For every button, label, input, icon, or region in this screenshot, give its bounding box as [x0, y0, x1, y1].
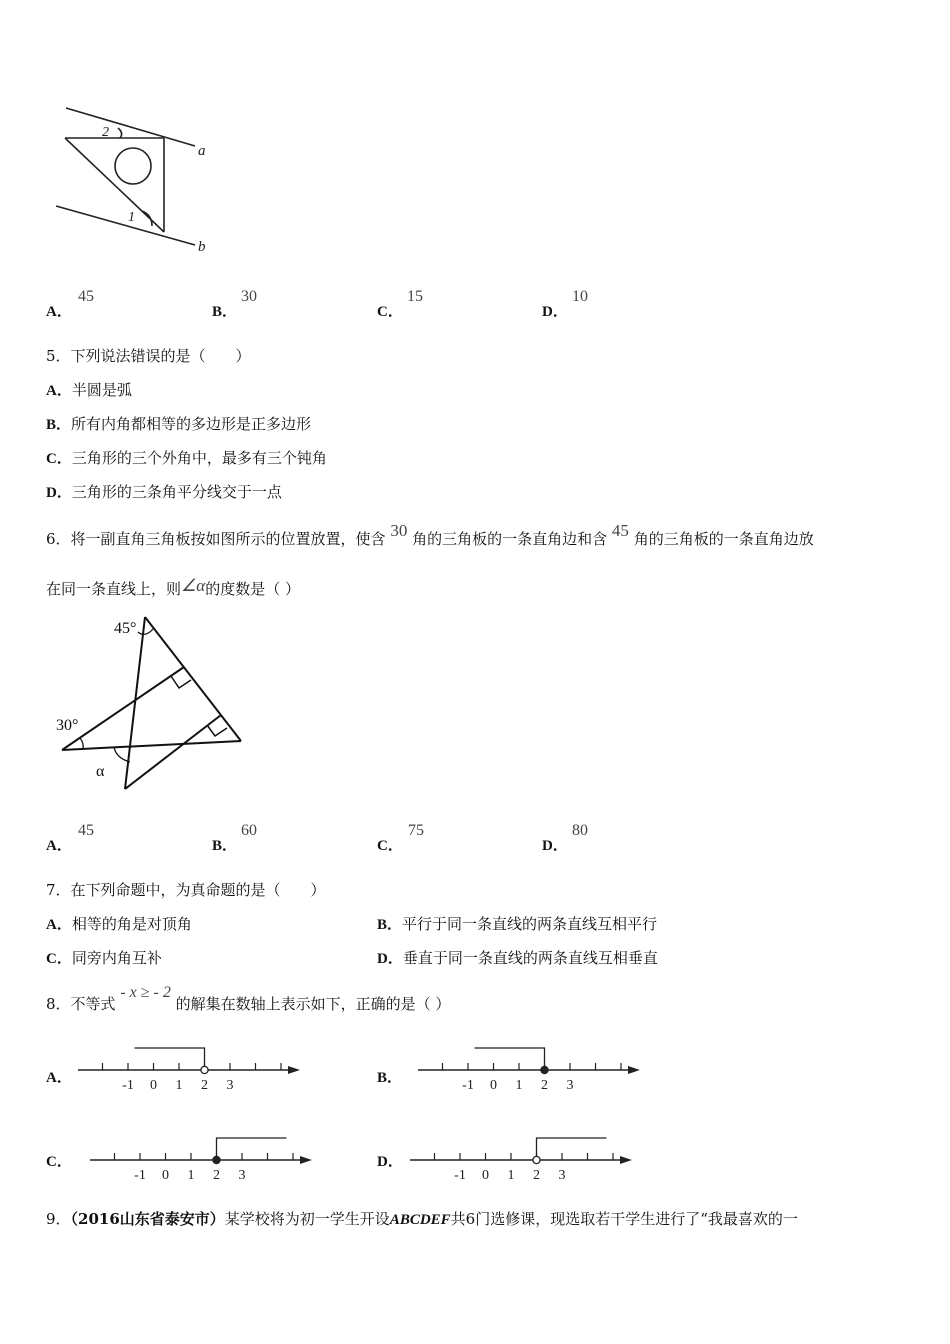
label-30: 30°	[56, 717, 79, 734]
q9-stem	[46, 1208, 798, 1229]
q9-number: 9．	[46, 1210, 71, 1228]
axis-arrow	[628, 1066, 640, 1074]
tick-label: -1	[134, 1168, 146, 1183]
q6-option-a-letter: A．	[46, 838, 72, 854]
q8-inequality: - x ≥ - 2	[120, 984, 171, 1001]
axis-arrow	[288, 1066, 300, 1074]
q8-numberline-d[interactable]	[410, 1130, 640, 1186]
q8-option-a-letter: A．	[46, 1070, 72, 1086]
closed-endpoint	[213, 1156, 220, 1163]
q7-option-d-text: 垂直于同一条直线的两条直线互相垂直	[402, 949, 658, 967]
q5-stem: 5．下列说法错误的是（ ）	[46, 347, 251, 365]
tick-label: 0	[162, 1168, 169, 1183]
solution-bracket	[537, 1138, 607, 1160]
q8-option-c-letter: C．	[46, 1154, 72, 1170]
q7-option-c	[46, 947, 162, 968]
q5-option-b-letter: B．	[46, 417, 72, 433]
axis-arrow	[620, 1156, 632, 1164]
angle30-arc	[80, 738, 83, 749]
line-a-label: a	[198, 143, 206, 159]
q9-text1: 某学校将为初一学生开设	[224, 1210, 390, 1228]
q4-option-b-value: 30	[241, 288, 257, 305]
q6-stem-part2: 角的三角板的一条直角边和含	[412, 530, 608, 548]
q5-option-b	[46, 413, 311, 434]
q4-option-d-letter: D．	[542, 304, 568, 320]
tri45-right	[145, 617, 241, 741]
q8-option-b-letter: B．	[377, 1070, 403, 1086]
line-b-label: b	[198, 239, 206, 255]
q5-option-d	[46, 481, 282, 502]
tick-label: 1	[187, 1168, 195, 1183]
open-endpoint	[533, 1156, 540, 1163]
q4-option-d-value: 10	[572, 288, 588, 305]
tick-label: -1	[122, 1078, 134, 1093]
tick-label: -1	[454, 1168, 466, 1183]
tick-label: -1	[462, 1078, 474, 1093]
q7-option-b-letter: B．	[377, 917, 403, 933]
q6-stem-line1	[46, 521, 814, 549]
q7-option-b-text: 平行于同一条直线的两条直线互相平行	[402, 915, 658, 933]
q7-option-d	[377, 947, 658, 968]
q6-figure	[50, 612, 250, 797]
tick-label: 2	[541, 1078, 548, 1093]
solution-bracket	[135, 1048, 205, 1070]
angle2-arc	[118, 128, 122, 138]
q7-option-c-text: 同旁内角互补	[71, 949, 162, 967]
q5-option-c	[46, 447, 327, 468]
q7-option-c-letter: C．	[46, 951, 72, 967]
q6-option-d-letter: D．	[542, 838, 568, 854]
q7-option-b	[377, 913, 657, 934]
q9-text2: 共6门选修课，现选取若干学生进行了“我最喜欢的一	[450, 1210, 798, 1228]
q4-option-a-letter: A．	[46, 304, 72, 320]
q6-line2-part1: 在同一条直线上，则	[46, 580, 182, 598]
tick-label: 3	[566, 1078, 574, 1093]
q6-stem-line2	[46, 578, 300, 599]
tick-label: 2	[213, 1168, 220, 1183]
q8-numberline-c[interactable]	[90, 1130, 320, 1186]
q6-stem-part1: 6．将一副直角三角板按如图所示的位置放置，使含	[46, 530, 386, 548]
angle45-arc	[138, 629, 153, 634]
solution-bracket	[217, 1138, 287, 1160]
q7-stem: 7．在下列命题中，为真命题的是（ ）	[46, 881, 326, 899]
line-a	[66, 108, 195, 146]
q7-option-d-letter: D．	[377, 951, 403, 967]
solution-bracket	[475, 1048, 545, 1070]
q4-option-a-value: 45	[78, 288, 94, 305]
q6-option-c-value: 75	[408, 822, 424, 839]
tick-label: 2	[533, 1168, 540, 1183]
angle1-label: 1	[128, 210, 135, 225]
label-alpha: α	[96, 763, 105, 780]
q7-option-a	[46, 913, 192, 934]
q6-option-a-value: 45	[78, 822, 94, 839]
q9-source: （2016山东省泰安市）	[70, 1210, 225, 1228]
q5-option-a-letter: A．	[46, 383, 72, 399]
tri45-left	[125, 617, 145, 789]
tri30-top	[62, 667, 184, 750]
q6-option-c-letter: C．	[377, 838, 403, 854]
tick-label: 1	[515, 1078, 523, 1093]
q5-option-a-text: 半圆是弧	[71, 381, 132, 399]
tick-label: 1	[507, 1168, 515, 1183]
q8-stem-part1: 8．不等式	[46, 995, 116, 1013]
q8-option-d-letter: D．	[377, 1154, 403, 1170]
right-angle-mark-2	[207, 725, 227, 736]
q5-option-b-text: 所有内角都相等的多边形是正多边形	[71, 415, 312, 433]
tick-label: 2	[201, 1078, 208, 1093]
q9-courses: ABCDEF	[389, 1212, 451, 1228]
tick-label: 0	[490, 1078, 497, 1093]
closed-endpoint	[541, 1066, 548, 1073]
triangle-side-hyp	[65, 138, 164, 232]
q6-stem-part3: 角的三角板的一条直角边放	[633, 530, 814, 548]
q6-option-b-letter: B．	[212, 838, 238, 854]
q5-option-d-text: 三角形的三条角平分线交于一点	[71, 483, 282, 501]
q5-option-c-letter: C．	[46, 451, 72, 467]
q4-option-b-letter: B．	[212, 304, 238, 320]
q4-option-c-letter: C．	[377, 304, 403, 320]
q6-option-d-value: 80	[572, 822, 588, 839]
open-endpoint	[201, 1066, 208, 1073]
q8-stem-part2: 的解集在数轴上表示如下，正确的是（ ）	[175, 995, 451, 1013]
q6-option-b-value: 60	[241, 822, 257, 839]
label-45: 45°	[114, 620, 137, 637]
q5-option-d-letter: D．	[46, 485, 72, 501]
q8-numberline-a[interactable]	[78, 1040, 308, 1096]
line-b	[56, 206, 195, 245]
q7-option-a-text: 相等的角是对顶角	[71, 915, 192, 933]
tick-label: 3	[226, 1078, 234, 1093]
q6-num45: 45	[611, 521, 629, 540]
q4-figure	[40, 98, 230, 260]
right-angle-mark-1	[171, 676, 191, 688]
axis-arrow	[300, 1156, 312, 1164]
q5-option-a	[46, 379, 132, 400]
tick-label: 3	[558, 1168, 566, 1183]
tri30-bottom	[62, 741, 241, 750]
q5-option-c-text: 三角形的三个外角中，最多有三个钝角	[71, 449, 327, 467]
q8-stem	[46, 984, 451, 1014]
q6-num30: 30	[390, 521, 408, 540]
circle-shape	[115, 148, 151, 184]
tick-label: 1	[175, 1078, 183, 1093]
q6-angle-symbol: ∠α	[181, 576, 206, 595]
tick-label: 0	[482, 1168, 489, 1183]
q7-option-a-letter: A．	[46, 917, 72, 933]
tri45-bottom	[125, 715, 221, 789]
q8-numberline-b[interactable]	[418, 1040, 648, 1096]
q6-line2-part2: 的度数是（ ）	[205, 580, 300, 598]
tick-label: 0	[150, 1078, 157, 1093]
angle2-label: 2	[102, 125, 109, 140]
q4-option-c-value: 15	[407, 288, 423, 305]
tick-label: 3	[238, 1168, 246, 1183]
